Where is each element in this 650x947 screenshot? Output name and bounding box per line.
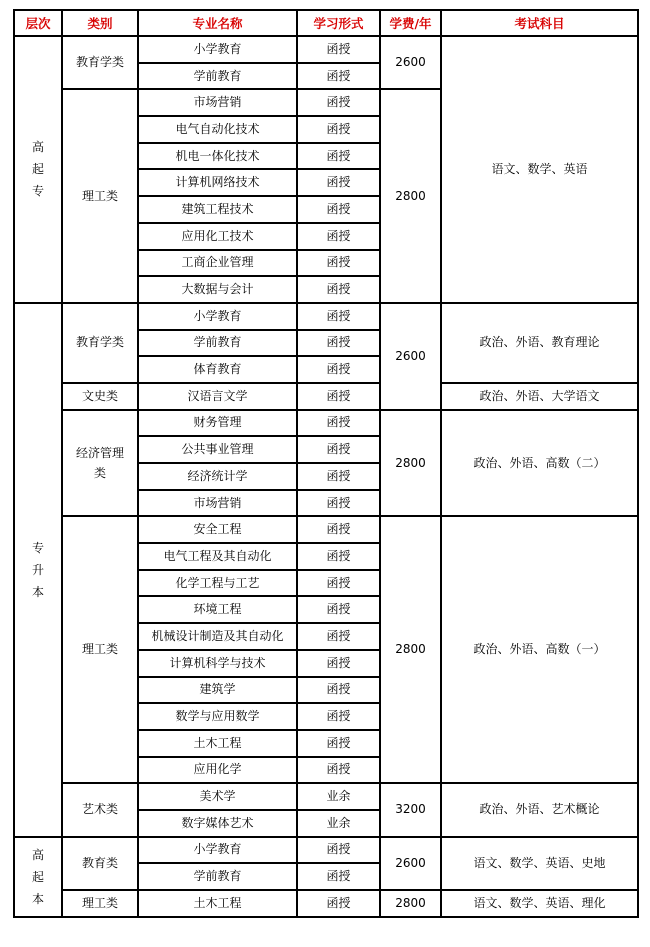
table-row [14,783,638,810]
mode-cell: 函授 [297,143,380,170]
major-cell: 体育教育 [138,356,297,383]
table-row [14,837,638,864]
major-cell: 环境工程 [138,596,297,623]
fee-cell: 2600 [380,36,441,89]
level-label: 高起专 [31,140,44,199]
mode-cell: 函授 [297,436,380,463]
category-cell: 文史类 [62,383,138,410]
major-cell: 土木工程 [138,730,297,757]
major-cell: 应用化工技术 [138,223,297,250]
mode-cell: 函授 [297,757,380,784]
major-cell: 建筑学 [138,677,297,704]
major-cell: 学前教育 [138,63,297,90]
mode-cell: 函授 [297,36,380,63]
mode-cell: 函授 [297,330,380,357]
major-cell: 学前教育 [138,330,297,357]
major-cell: 公共事业管理 [138,436,297,463]
major-cell: 数字媒体艺术 [138,810,297,837]
exam-cell: 语文、数学、英语 [441,36,638,303]
mode-cell: 函授 [297,223,380,250]
major-cell: 机械设计制造及其自动化 [138,623,297,650]
fee-cell: 2800 [380,516,441,783]
category-cell: 教育类 [62,837,138,890]
mode-cell: 函授 [297,650,380,677]
category-cell [62,410,138,517]
major-cell: 工商企业管理 [138,250,297,277]
fee-cell: 2800 [380,410,441,517]
mode-cell: 函授 [297,677,380,704]
level-cell [14,303,62,837]
category-label: 经济管理类 [75,446,124,480]
category-cell: 理工类 [62,89,138,303]
exam-cell: 语文、数学、英语、史地 [441,837,638,890]
header-category: 类别 [62,10,138,36]
exam-cell: 政治、外语、艺术概论 [441,783,638,836]
mode-cell: 函授 [297,837,380,864]
major-cell: 市场营销 [138,89,297,116]
fee-cell: 2600 [380,303,441,410]
mode-cell: 函授 [297,303,380,330]
level-label: 专升本 [31,540,44,599]
table-row [14,383,638,410]
mode-cell: 函授 [297,276,380,303]
major-cell: 市场营销 [138,490,297,517]
mode-cell: 函授 [297,250,380,277]
table-row [14,410,638,437]
mode-cell: 函授 [297,490,380,517]
major-cell: 小学教育 [138,837,297,864]
major-cell: 小学教育 [138,303,297,330]
mode-cell: 函授 [297,169,380,196]
major-cell: 化学工程与工艺 [138,570,297,597]
header-mode: 学习形式 [297,10,380,36]
category-cell: 教育学类 [62,36,138,89]
mode-cell: 函授 [297,543,380,570]
level-label: 高起本 [31,847,44,906]
major-cell: 应用化学 [138,757,297,784]
major-cell: 计算机科学与技术 [138,650,297,677]
mode-cell: 函授 [297,116,380,143]
major-cell: 安全工程 [138,516,297,543]
major-cell: 学前教育 [138,863,297,890]
table-row [14,516,638,543]
mode-cell: 函授 [297,63,380,90]
category-cell: 理工类 [62,890,138,917]
mode-cell: 函授 [297,890,380,917]
mode-cell: 函授 [297,196,380,223]
category-cell: 理工类 [62,516,138,783]
header-major: 专业名称 [138,10,297,36]
table-row [14,303,638,330]
major-cell: 美术学 [138,783,297,810]
mode-cell: 函授 [297,703,380,730]
fee-cell: 2800 [380,89,441,303]
mode-cell: 函授 [297,623,380,650]
exam-cell: 政治、外语、高数（一） [441,516,638,783]
mode-cell: 函授 [297,570,380,597]
mode-cell: 函授 [297,516,380,543]
major-cell: 小学教育 [138,36,297,63]
mode-cell: 业余 [297,783,380,810]
mode-cell: 函授 [297,730,380,757]
mode-cell: 函授 [297,410,380,437]
exam-cell: 语文、数学、英语、理化 [441,890,638,917]
mode-cell: 函授 [297,89,380,116]
mode-cell: 业余 [297,810,380,837]
major-cell: 电气工程及其自动化 [138,543,297,570]
major-cell: 计算机网络技术 [138,169,297,196]
table-row [14,36,638,63]
header-level: 层次 [14,10,62,36]
major-cell: 数学与应用数学 [138,703,297,730]
fee-cell: 3200 [380,783,441,836]
mode-cell: 函授 [297,463,380,490]
major-cell: 电气自动化技术 [138,116,297,143]
exam-cell: 政治、外语、高数（二） [441,410,638,517]
level-cell [14,36,62,303]
major-cell: 大数据与会计 [138,276,297,303]
category-cell: 教育学类 [62,303,138,383]
major-cell: 机电一体化技术 [138,143,297,170]
fee-cell: 2800 [380,890,441,917]
program-table [13,9,639,918]
level-cell [14,837,62,917]
table-row [14,890,638,917]
major-cell: 土木工程 [138,890,297,917]
header-row [14,10,638,36]
header-exam: 考试科目 [441,10,638,36]
major-cell: 汉语言文学 [138,383,297,410]
header-fee: 学费/年 [380,10,441,36]
major-cell: 经济统计学 [138,463,297,490]
major-cell: 财务管理 [138,410,297,437]
mode-cell: 函授 [297,383,380,410]
exam-cell: 政治、外语、大学语文 [441,383,638,410]
mode-cell: 函授 [297,863,380,890]
mode-cell: 函授 [297,356,380,383]
fee-cell: 2600 [380,837,441,890]
mode-cell: 函授 [297,596,380,623]
exam-cell: 政治、外语、教育理论 [441,303,638,383]
major-cell: 建筑工程技术 [138,196,297,223]
category-cell: 艺术类 [62,783,138,836]
